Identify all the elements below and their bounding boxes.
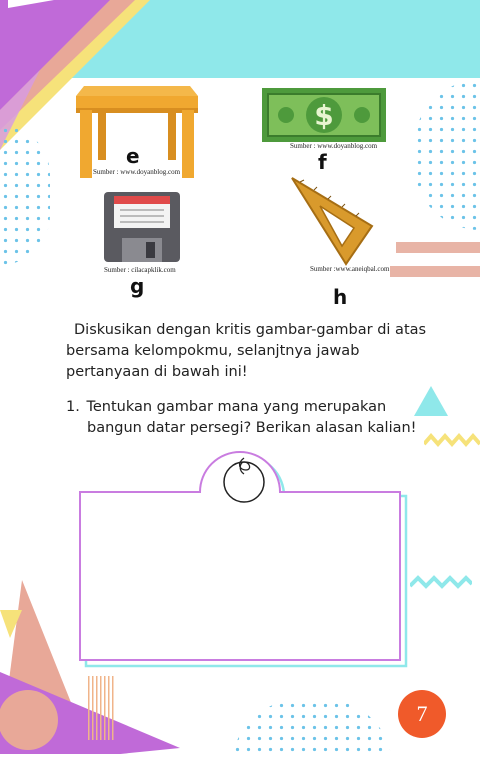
image-letter-e: e xyxy=(126,144,140,168)
question-line-2: bangun datar persegi? Berikan alasan kalian! xyxy=(87,420,417,436)
image-caption-g: Sumber : cilacapklik.com xyxy=(104,266,176,274)
page-number: 7 xyxy=(416,701,428,726)
answer-area[interactable] xyxy=(82,494,398,658)
page-number-badge xyxy=(398,690,446,738)
banknote-icon xyxy=(262,88,386,142)
question-line-1: Tentukan gambar mana yang merupakan xyxy=(86,399,387,415)
question-number: 1. xyxy=(66,399,80,415)
yellow-zigzag xyxy=(424,432,480,448)
bottom-yellow-strip xyxy=(0,754,480,766)
image-letter-g: g xyxy=(130,274,145,298)
image-caption-h: Sumber :www.aneiqbal.com xyxy=(310,265,390,273)
cyan-triangle xyxy=(414,386,448,416)
image-caption-f: Sumber : www.doyanblog.com xyxy=(290,142,378,150)
right-stripe-1 xyxy=(396,242,480,253)
image-letter-h: h xyxy=(333,285,348,309)
question-1 xyxy=(66,397,417,439)
right-dot-pattern xyxy=(414,80,480,230)
set-square-icon xyxy=(290,176,374,266)
image-letter-f: f xyxy=(318,150,327,174)
svg-text:$: $ xyxy=(314,99,334,132)
floppy-disk-icon xyxy=(104,192,180,262)
image-caption-e: Sumber : www.doyanblog.com xyxy=(93,168,181,176)
instruction-line-1: Diskusikan dengan kritis gambar-gambar di atas xyxy=(74,322,427,338)
instruction-paragraph xyxy=(66,320,426,383)
cyan-zigzag xyxy=(410,574,472,590)
right-stripe-2 xyxy=(390,266,480,277)
instruction-line-3: pertanyaan di bawah ini! xyxy=(66,364,248,380)
orange-stripes xyxy=(88,676,114,740)
instruction-line-2: bersama kelompokmu, selanjtnya jawab xyxy=(66,343,360,359)
